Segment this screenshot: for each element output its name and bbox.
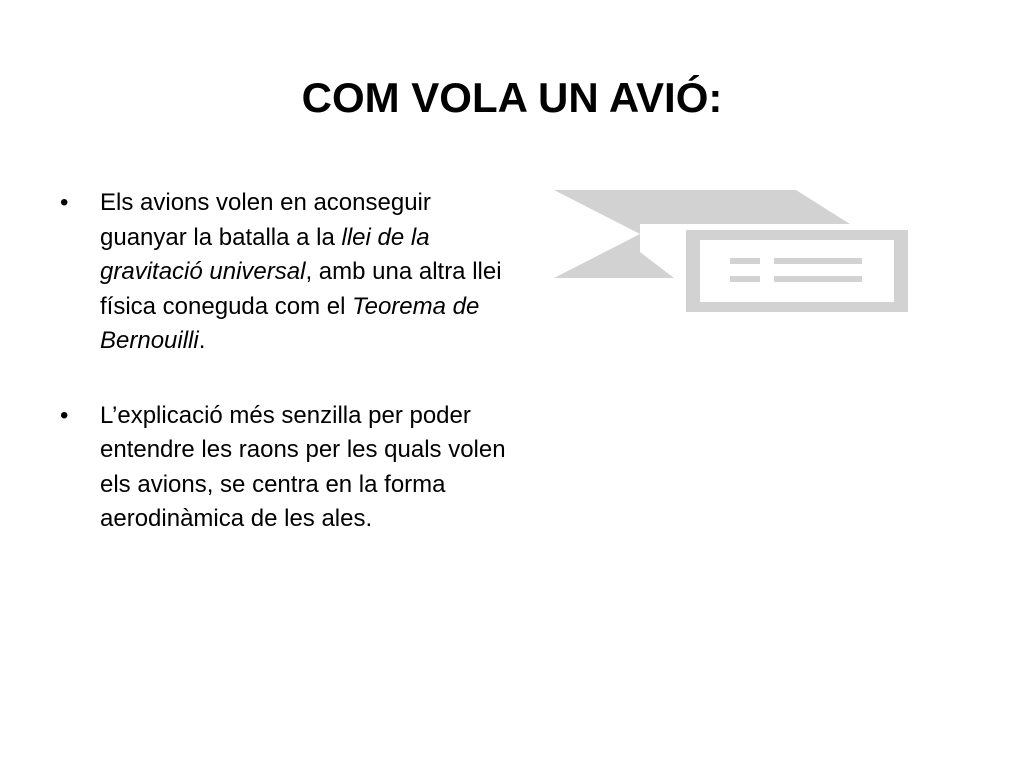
line-long-1 [774,258,862,264]
bullet-text-segment: Els avions volen en aconseguir guanyar la batalla a la [100,189,431,251]
bullet-text-italic: Teorema de Bernouilli [100,292,480,354]
line-short-1 [730,258,760,264]
image-placeholder-icon [550,188,910,314]
bullet-text-segment: , amb una altra llei física coneguda com el [100,258,502,320]
bullet-text [100,189,502,354]
bullet-text [100,402,506,533]
bullet-text-segment: L’explicació més senzilla per poder entendre les raons per les quals volen els avions, se centra en la forma aerodinàmica de les ales. [100,401,506,532]
bullet-item [60,186,510,359]
bullet-item [60,399,510,537]
frame-shape [686,230,908,312]
bullet-text-segment: . [198,327,206,354]
bullet-marker: • [60,189,69,216]
line-long-2 [774,276,862,282]
line-short-2 [730,276,760,282]
bullet-text-italic: llei de la gravitació universal [100,223,430,285]
bullet-marker: • [60,401,69,429]
bullet-list [60,186,510,577]
slide-title: COM VOLA UN AVIÓ: [301,74,723,121]
